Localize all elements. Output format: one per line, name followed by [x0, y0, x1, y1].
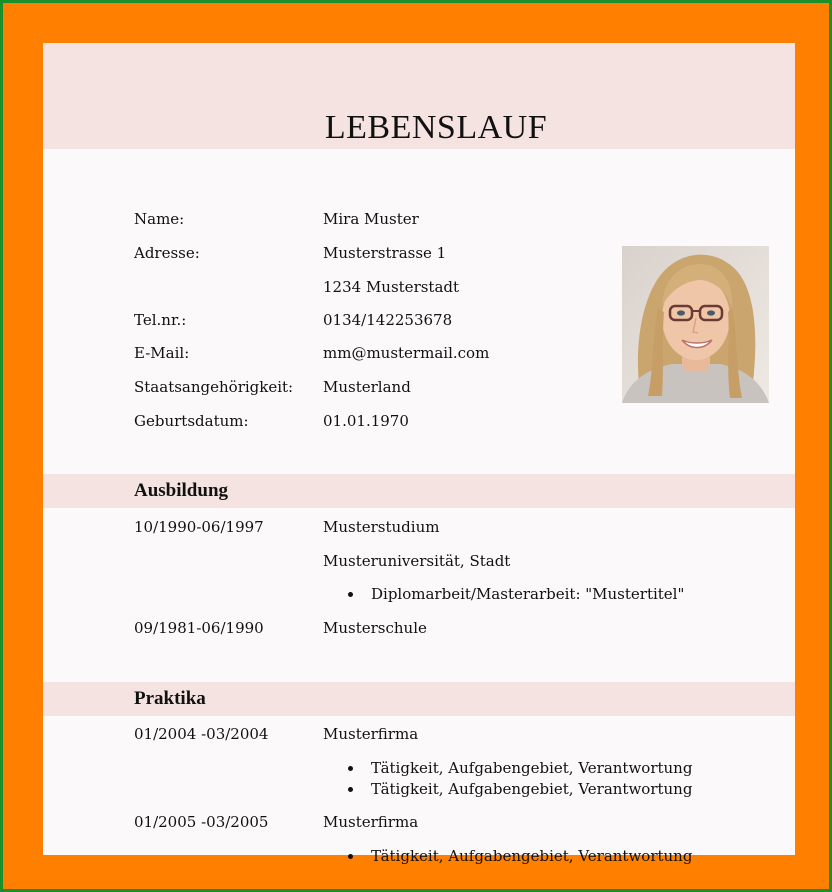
orange-frame: [3, 3, 829, 889]
email-label: E-Mail:: [134, 344, 190, 362]
title-band: [43, 43, 795, 149]
birthdate-value: 01.01.1970: [323, 412, 409, 430]
internship-date-1: 01/2004 -03/2004: [134, 725, 269, 743]
section-band-education: [43, 474, 795, 508]
internships-heading: Praktika: [134, 688, 206, 709]
address-label: Adresse:: [134, 244, 200, 262]
address-line2: 1234 Musterstadt: [323, 278, 460, 296]
internship-bullet-1a: Tätigkeit, Aufgabengebiet, Verantwortung: [371, 759, 693, 777]
page-title: LEBENSLAUF: [324, 109, 548, 146]
education-title-2: Musterschule: [323, 619, 427, 637]
nationality-value: Musterland: [323, 378, 411, 396]
education-place-1: Musteruniversität, Stadt: [323, 552, 511, 570]
portrait-illustration: [622, 246, 769, 403]
internship-title-2: Musterfirma: [323, 813, 419, 831]
education-date-1: 10/1990-06/1997: [134, 518, 264, 536]
nationality-label: Staatsangehörigkeit:: [134, 378, 294, 396]
phone-value: 0134/142253678: [323, 311, 453, 329]
name-value: Mira Muster: [323, 210, 419, 228]
education-title-1: Musterstudium: [323, 518, 440, 536]
portrait-photo: [622, 246, 769, 403]
internship-bullet-1b: Tätigkeit, Aufgabengebiet, Verantwortung: [371, 780, 693, 798]
birthdate-label: Geburtsdatum:: [134, 412, 249, 430]
education-heading: Ausbildung: [134, 480, 229, 501]
phone-label: Tel.nr.:: [134, 311, 187, 329]
internship-bullet-2a: Tätigkeit, Aufgabengebiet, Verantwortung: [371, 847, 693, 865]
internship-title-1: Musterfirma: [323, 725, 419, 743]
education-date-2: 09/1981-06/1990: [134, 619, 264, 637]
email-value: mm@mustermail.com: [323, 344, 490, 362]
name-label: Name:: [134, 210, 185, 228]
section-band-internships: [43, 682, 795, 716]
address-line1: Musterstrasse 1: [323, 244, 447, 262]
internship-date-2: 01/2005 -03/2005: [134, 813, 269, 831]
cv-page: [43, 43, 795, 865]
education-bullet-1: Diplomarbeit/Masterarbeit: "Mustertitel": [371, 585, 685, 603]
